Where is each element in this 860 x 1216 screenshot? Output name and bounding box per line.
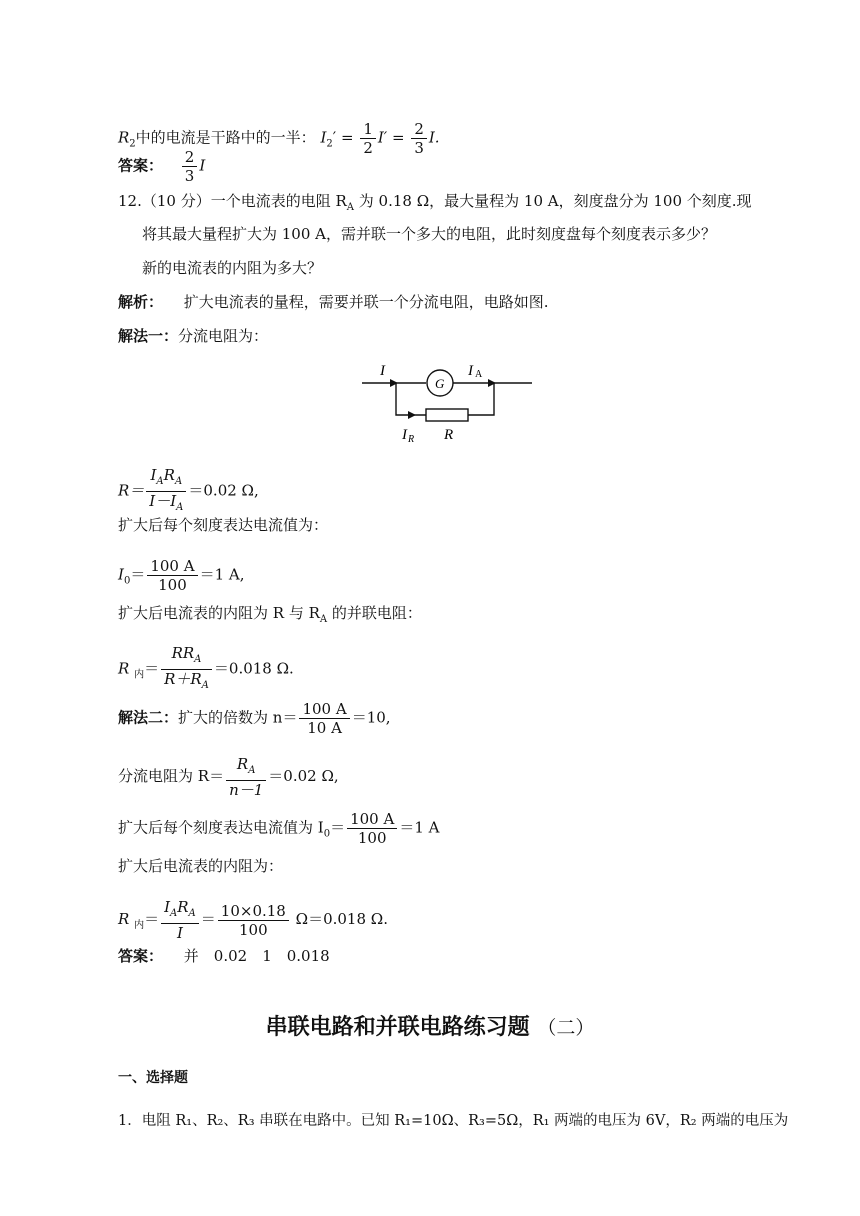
subscript: 0: [123, 575, 131, 587]
text: I: [118, 565, 124, 584]
numerator: 2: [182, 148, 198, 167]
denominator: I: [176, 924, 183, 942]
text: R＝: [118, 481, 145, 500]
text: R: [236, 755, 249, 773]
text: ＝: [130, 565, 146, 584]
method-label: 解法一：: [118, 327, 179, 345]
text-scale-value: 扩大后每个刻度表达电流值为：: [118, 516, 329, 534]
numerator: [146, 466, 186, 492]
text: 扩大电流表的量程，需要并联一个分流电阻，电路如图.: [183, 293, 549, 311]
text: R: [177, 898, 189, 916]
fraction: [161, 644, 212, 695]
fraction: [347, 810, 397, 847]
label-r: R: [444, 427, 454, 443]
subscript: A: [176, 502, 184, 513]
text: ＝1 A: [399, 818, 440, 837]
text: I′ =: [377, 128, 405, 147]
question-12-line3: 新的电流表的内阻为多大？: [142, 259, 323, 277]
answer-1: [118, 148, 205, 185]
label-i: I: [380, 363, 385, 379]
text: 扩大后电流表的内阻为 R 与 R: [118, 604, 320, 622]
fraction-half: [360, 120, 376, 157]
subscript: 2: [326, 138, 333, 150]
label-g: G: [435, 376, 445, 391]
answer-fraction: [182, 148, 198, 185]
answer-label: 答案：: [118, 947, 164, 965]
text: I: [199, 156, 206, 175]
subscript: A: [170, 908, 178, 919]
text: ＝0.02 Ω,: [268, 767, 339, 785]
text: 扩大的倍数为 n＝: [178, 708, 298, 727]
fraction: [226, 755, 266, 799]
fraction: [161, 898, 199, 942]
text: ＝10,: [351, 708, 391, 727]
method-label: 解法二：: [118, 708, 179, 727]
subscript: 2: [129, 138, 136, 150]
equation-scale-method2: [118, 810, 439, 847]
arrow-i: [390, 379, 398, 387]
answer-values: 并 0.02 1 0.018: [183, 947, 330, 965]
text: I: [150, 466, 157, 484]
subscript: 0: [323, 828, 331, 840]
text: ′ =: [332, 128, 354, 147]
numerator: 10×0.18: [218, 902, 289, 921]
denominator: n－1: [229, 781, 264, 799]
text: 中的电流是干路中的一半：: [135, 128, 316, 147]
text: I.: [428, 128, 440, 147]
label-ia-sub: A: [475, 369, 483, 380]
equation-shunt-resistance: [118, 466, 259, 517]
text: 为 0.18 Ω，最大量程为 10 A，刻度盘分为 100 个刻度.现: [354, 192, 752, 210]
text: R: [118, 910, 135, 928]
title-main: 串联电路和并联电路练习题: [265, 1015, 530, 1040]
section-heading: 一、选择题: [118, 1070, 188, 1086]
text: ＝: [144, 659, 160, 678]
fraction: [147, 557, 197, 594]
text: 扩大后每个刻度表达电流值为 I: [118, 818, 324, 837]
fraction: [146, 466, 186, 517]
subscript: A: [248, 765, 256, 776]
i-symbol: I: [320, 128, 327, 147]
subscript: 内: [134, 669, 145, 681]
label-ir: I: [402, 427, 407, 443]
denominator: 100: [357, 829, 387, 847]
equation-internal-resistance: [118, 644, 294, 695]
question-1: 1．电阻 R₁、R₂、R₃ 串联在电路中。已知 R₁=10Ω、R₃=5Ω，R₁ 两端的电压为 6V，R₂ 两端的电压为: [118, 1113, 789, 1129]
analysis-line: [118, 292, 549, 312]
label-ia: I: [468, 363, 473, 379]
text: 的并联电阻：: [327, 604, 422, 622]
method-two-line: [118, 700, 391, 737]
denominator: 100: [158, 576, 187, 594]
circuit-diagram: [360, 355, 540, 450]
arrow-ir: [408, 411, 416, 419]
text: 分流电阻为 R＝: [118, 767, 225, 785]
numerator: 1: [360, 120, 376, 139]
subscript: 内: [134, 920, 145, 931]
subscript: A: [194, 654, 202, 665]
text: 分流电阻为：: [178, 327, 269, 345]
fraction: [218, 902, 289, 939]
text: R: [163, 466, 175, 484]
analysis-label: 解析：: [118, 293, 164, 311]
numerator: 2: [411, 120, 427, 139]
text: ＝0.02 Ω,: [188, 481, 259, 500]
subscript: A: [346, 202, 355, 213]
equation-shunt-method2: [118, 755, 339, 799]
subscript: A: [201, 680, 209, 691]
subscript: A: [174, 476, 183, 487]
numerator: [161, 644, 212, 670]
denominator: [146, 492, 186, 517]
question-12-line1: [118, 191, 752, 218]
numerator: 100 A: [347, 810, 397, 829]
answer-12: [118, 946, 330, 966]
numerator: [226, 755, 266, 781]
subscript: A: [319, 614, 328, 625]
branch-wire-right: [468, 383, 494, 415]
subscript: A: [188, 908, 196, 919]
equation-scale-value: [118, 557, 244, 594]
fraction: [299, 700, 349, 737]
text: ＝: [330, 818, 346, 837]
equation-internal-method2: [118, 898, 388, 942]
fraction-two-thirds: [411, 120, 427, 157]
text: Ω＝0.018 Ω.: [290, 910, 388, 928]
text: ＝: [144, 910, 160, 928]
question-12-line2: 将其最大量程扩大为 100 A，需并联一个多大的电阻，此时刻度盘每个刻度表示多少？: [142, 225, 717, 243]
text-internal-method2: 扩大后电流表的内阻为：: [118, 857, 284, 875]
numerator: [161, 898, 199, 924]
resistor-box: [426, 409, 468, 421]
text-internal-resistance: [118, 603, 422, 630]
text: RR: [171, 644, 195, 662]
text: ＝: [200, 910, 216, 928]
denominator: 3: [414, 139, 424, 157]
text: I－I: [149, 492, 177, 510]
text: ＝1 A,: [199, 565, 245, 584]
denominator: 10 A: [307, 719, 342, 737]
text: R＋R: [164, 670, 202, 688]
branch-wire-left: [396, 383, 426, 415]
answer-label: 答案：: [118, 156, 164, 175]
r-symbol: R: [118, 128, 130, 147]
denominator: 3: [184, 167, 195, 185]
title-sub: （二）: [537, 1017, 595, 1039]
page-title: [0, 1010, 860, 1041]
text: I: [164, 898, 171, 916]
method-one-line: [118, 326, 268, 346]
text: R: [118, 659, 135, 678]
arrow-ia: [488, 379, 496, 387]
label-ir-sub: R: [408, 434, 415, 445]
denominator: [161, 670, 212, 695]
text: ＝0.018 Ω.: [213, 659, 294, 678]
numerator: 100 A: [299, 700, 349, 719]
denominator: 2: [363, 139, 373, 157]
subscript: A: [156, 476, 164, 487]
denominator: 100: [239, 920, 268, 939]
text: 12.（10 分）一个电流表的电阻 R: [118, 192, 347, 210]
numerator: 100 A: [147, 557, 197, 576]
